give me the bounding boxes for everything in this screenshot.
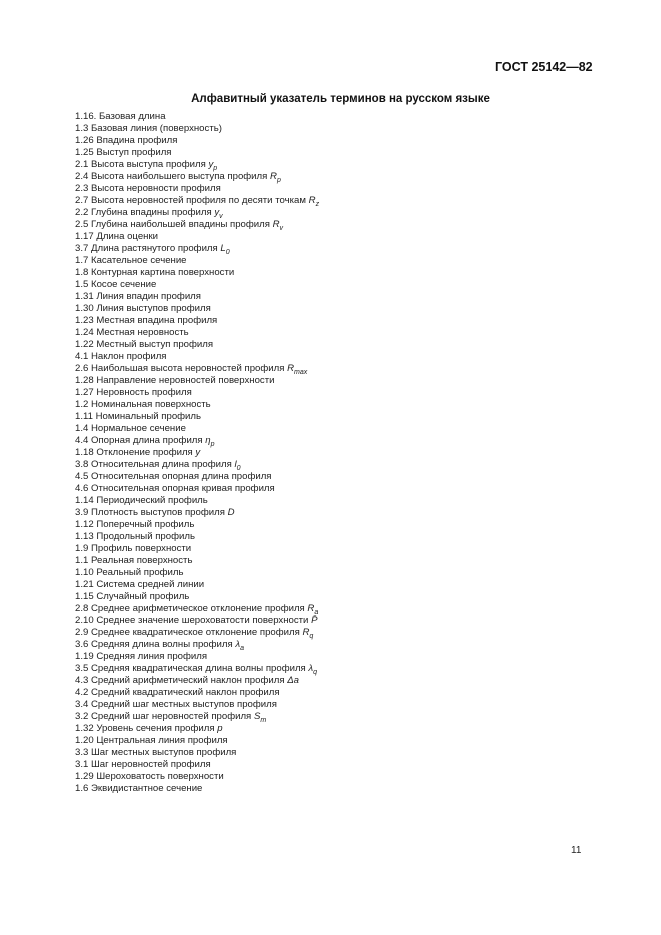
entry-text: 4.4 Опорная длина профиля [75,435,206,446]
entry-text: 4.1 Наклон профиля [75,351,167,362]
index-entry [75,663,319,675]
entry-subscript: v [279,225,284,232]
entry-text: 1.2 Номинальная поверхность [75,399,211,410]
entry-subscript: max [294,369,308,376]
index-entry [75,243,319,255]
entry-text: 3.3 Шаг местных выступов профиля [75,747,237,758]
entry-text: 1.3 Базовая линия (поверхность) [75,123,222,134]
entry-symbol: λ [308,663,314,674]
entry-text: 3.9 Плотность выступов профиля [75,507,228,518]
entry-symbol: P̄ [311,615,318,626]
index-entry [75,459,319,471]
index-entry [75,603,319,615]
entry-text: 1.26 Впадина профиля [75,135,178,146]
index-entry [75,351,319,363]
index-entry [75,171,319,183]
index-entry [75,231,319,243]
entry-text: 3.8 Относительная длина профиля [75,459,235,470]
entry-text: 2.2 Глубина впадины профиля [75,207,215,218]
entry-text: 3.7 Длина растянутого профиля [75,243,221,254]
entry-text: 3.2 Средний шаг неровностей профиля [75,711,254,722]
standard-designation: ГОСТ 25142—82 [495,60,593,74]
entry-text: 1.20 Центральная линия профиля [75,735,228,746]
entry-text: 1.27 Неровность профиля [75,387,192,398]
index-entry [75,495,319,507]
index-entry [75,759,319,771]
entry-symbol: y [214,207,220,218]
entry-subscript: 0 [236,465,241,472]
entry-subscript: p [213,165,218,172]
entry-text: 1.14 Периодический профиль [75,495,208,506]
index-entry [75,735,319,747]
entry-subscript: p [276,177,281,184]
entry-text: 1.13 Продольный профиль [75,531,195,542]
index-entry [75,327,319,339]
entry-text: 2.5 Глубина наибольшей впадины профиля [75,219,273,230]
entry-subscript: q [309,633,314,640]
entry-text: 1.28 Направление неровностей поверхности [75,375,275,386]
entry-symbol: η [205,435,211,446]
entry-symbol: S [253,711,261,722]
entry-text: 3.6 Средняя длина волны профиля [75,639,236,650]
entry-text: 1.22 Местный выступ профиля [75,339,214,350]
entry-text: 3.1 Шаг неровностей профиля [75,759,211,770]
page-title: Алфавитный указатель терминов на русском языке [191,93,490,105]
entry-symbol: R [308,195,316,206]
index-entry [75,447,319,459]
index-entry [75,183,319,195]
entry-text: 1.5 Косое сечение [75,279,157,290]
index-entry [75,723,319,735]
index-entry [75,195,319,207]
entry-text: 1.7 Касательное сечение [75,255,187,266]
entry-text: 2.6 Наибольшая высота неровностей профиля [75,363,288,374]
index-entry [75,123,319,135]
index-entry [75,255,319,267]
index-entry [75,771,319,783]
entry-text: 4.5 Относительная опорная длина профиля [75,471,272,482]
index-entry [75,135,319,147]
entry-subscript: z [315,201,320,208]
entry-symbol: R [272,219,280,230]
index-entry [75,747,319,759]
entry-text: 1.1 Реальная поверхность [75,555,193,566]
entry-text: 1.4 Нормальное сечение [75,423,186,434]
entry-text: 1.23 Местная впадина профиля [75,315,218,326]
index-entry [75,555,319,567]
index-entry [75,531,319,543]
entry-subscript: m [260,717,267,724]
entry-text: 1.12 Поперечный профиль [75,519,195,530]
index-entry [75,219,319,231]
entry-text: 2.3 Высота неровности профиля [75,183,221,194]
entry-subscript: v [219,213,223,220]
entry-subscript: q [313,669,318,676]
entry-text: 1.24 Местная неровность [75,327,189,338]
entry-text: 1.32 Уровень сечения профиля [75,723,218,734]
index-entry [75,627,319,639]
index-entry [75,387,319,399]
index-entry [75,567,319,579]
entry-text: 1.8 Контурная картина поверхности [75,267,235,278]
index-entry [75,483,319,495]
index-entry [75,375,319,387]
entry-text: 1.6 Эквидистантное сечение [75,783,203,794]
entry-text: 1.17 Длина оценки [75,231,159,242]
index-entry [75,675,319,687]
entry-subscript: p [210,441,215,448]
entry-text: 1.30 Линия выступов профиля [75,303,211,314]
index-entry [75,399,319,411]
entry-text: 1.25 Выступ профиля [75,147,172,158]
entry-symbol: R [287,363,295,374]
index-entry [75,639,319,651]
index-entry [75,267,319,279]
entry-text: 1.10 Реальный профиль [75,567,184,578]
entry-symbol: p [217,723,223,734]
term-index-list [75,111,319,795]
index-entry [75,303,319,315]
entry-text: 3.5 Средняя квадратическая длина волны профиля [75,663,309,674]
entry-text: 4.3 Средний арифметический наклон профиля [75,675,288,686]
index-entry [75,711,319,723]
entry-text: 2.1 Высота выступа профиля [75,159,209,170]
entry-subscript: 0 [225,249,230,256]
index-entry [75,363,319,375]
entry-symbol: λ [235,639,241,650]
entry-symbol: y [208,159,214,170]
index-entry [75,291,319,303]
index-entry [75,591,319,603]
entry-text: 1.16. Базовая длина [75,111,166,122]
entry-text: 2.8 Среднее арифметическое отклонение профиля [75,603,308,614]
entry-text: 1.15 Случайный профиль [75,591,190,602]
entry-text: 1.29 Шероховатость поверхности [75,771,224,782]
entry-text: 1.9 Профиль поверхности [75,543,192,554]
index-entry [75,507,319,519]
index-entry [75,471,319,483]
entry-text: 1.19 Средняя линия профиля [75,651,208,662]
entry-text: 1.21 Система средней линии [75,579,205,590]
entry-symbol: R [270,171,277,182]
index-entry [75,207,319,219]
entry-subscript: a [314,609,319,616]
index-entry [75,435,319,447]
entry-text: 3.4 Средний шаг местных выступов профиля [75,699,277,710]
entry-symbol: L [220,243,226,254]
page-number: 11 [571,845,582,856]
entry-text: 1.31 Линия впадин профиля [75,291,201,302]
entry-text: 2.4 Высота наибольшего выступа профиля [75,171,271,182]
entry-text: 4.6 Относительная опорная кривая профиля [75,483,275,494]
index-entry [75,579,319,591]
entry-text: 2.10 Среднее значение шероховатости поверхности [75,615,312,626]
index-entry [75,699,319,711]
entry-subscript: a [240,645,244,652]
index-entry [75,519,319,531]
entry-text: 2.9 Среднее квадратическое отклонение профиля [75,627,303,638]
index-entry [75,159,319,171]
index-entry [75,615,319,627]
index-entry [75,543,319,555]
entry-symbol: R [307,603,315,614]
index-entry [75,411,319,423]
index-entry [75,423,319,435]
index-entry [75,783,319,795]
index-entry [75,651,319,663]
index-entry [75,279,319,291]
entry-text: 1.18 Отклонение профиля [75,447,196,458]
entry-symbol: D [227,507,235,518]
index-entry [75,111,319,123]
index-entry [75,339,319,351]
index-entry [75,315,319,327]
entry-text: 1.11 Номинальный профиль [75,411,202,422]
entry-symbol: Δa [287,675,299,686]
entry-symbol: y [195,447,201,458]
index-entry [75,147,319,159]
entry-symbol: R [302,627,310,638]
entry-symbol: l [234,459,237,470]
entry-text: 2.7 Высота неровностей профиля по десяти точкам [75,195,309,206]
entry-text: 4.2 Средний квадратический наклон профиля [75,687,280,698]
index-entry [75,687,319,699]
